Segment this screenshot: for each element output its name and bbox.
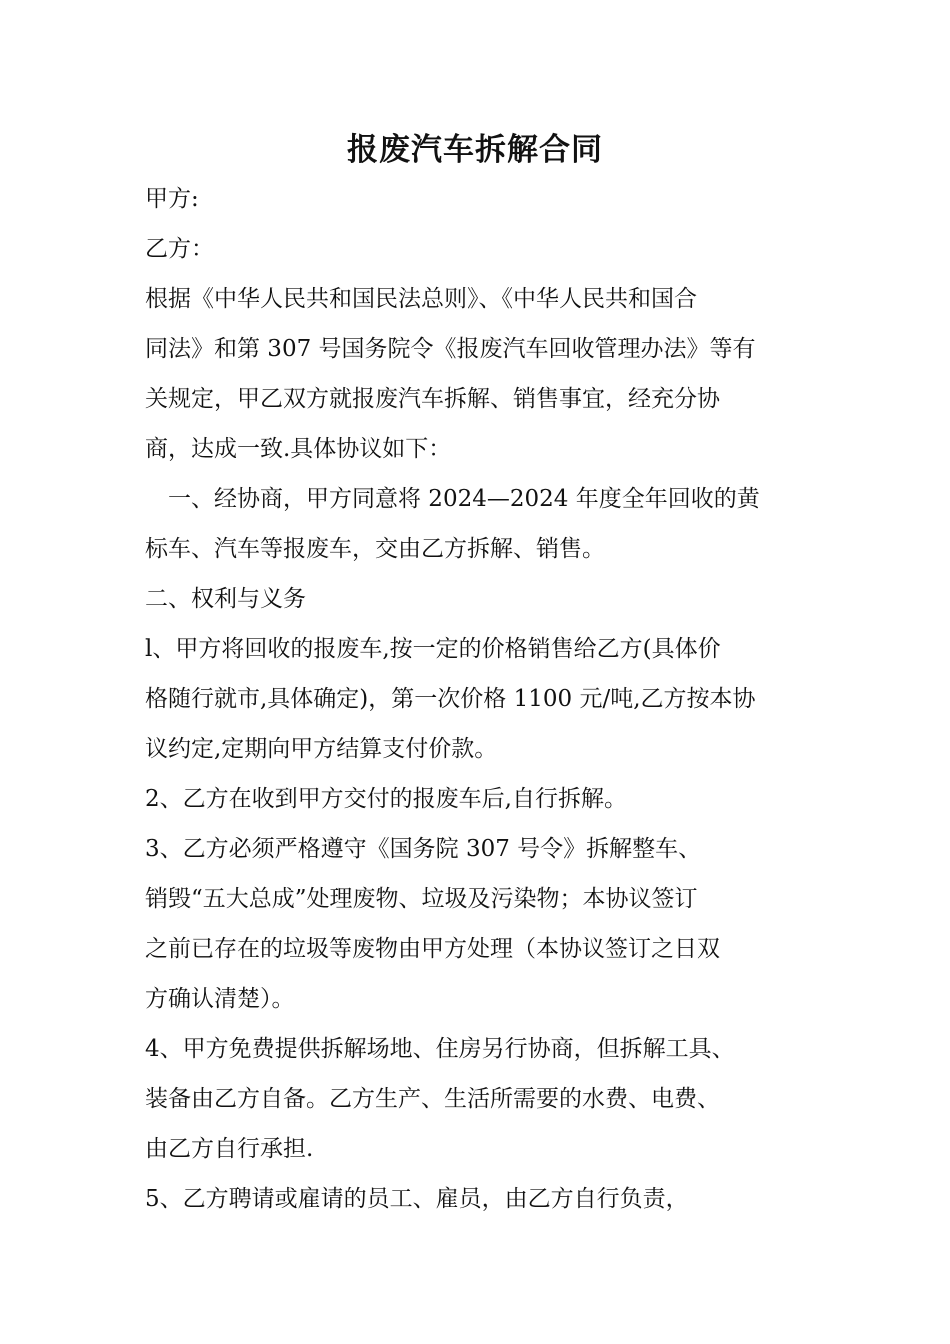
party-b-line: 乙方：: [145, 236, 214, 262]
clause-1-line-1: 一、经协商，甲方同意将 2024—2024 年度全年回收的黄: [145, 486, 760, 512]
item-3-line-2: 销毁“五大总成”处理废物、垃圾及污染物；本协议签订: [145, 886, 698, 912]
item-4-line-2: 装备由乙方自备。乙方生产、生活所需要的水费、电费、: [145, 1086, 720, 1112]
item-5-line-1: 5、乙方聘请或雇请的员工、雇员，由乙方自行负责，: [145, 1186, 689, 1212]
item-1-line-2: 格随行就市,具体确定)，第一次价格 1100 元/吨,乙方按本协: [145, 686, 756, 712]
preamble-line-4: 商，达成一致.具体协议如下：: [145, 436, 452, 462]
clause-1-line-2: 标车、汽车等报废车，交由乙方拆解、销售。: [145, 536, 605, 562]
item-3-line-4: 方确认清楚）。: [145, 986, 295, 1012]
preamble-line-2: 同法》和第 307 号国务院令《报废汽车回收管理办法》等有: [145, 336, 756, 362]
item-3-line-1: 3、乙方必须严格遵守《国务院 307 号令》拆解整车、: [145, 836, 702, 862]
item-1-line-1: l、甲方将回收的报废车,按一定的价格销售给乙方(具体价: [145, 636, 721, 662]
party-a-line: 甲方:: [145, 186, 199, 212]
item-1-line-3: 议约定,定期向甲方结算支付价款。: [145, 736, 498, 762]
item-4-line-1: 4、甲方免费提供拆解场地、住房另行协商，但拆解工具、: [145, 1036, 735, 1062]
preamble-line-1: 根据《中华人民共和国民法总则》、《中华人民共和国合: [145, 286, 697, 312]
preamble-line-3: 关规定，甲乙双方就报废汽车拆解、销售事宜，经充分协: [145, 386, 720, 412]
item-3-line-3: 之前已存在的垃圾等废物由甲方处理（本协议签订之日双: [145, 936, 720, 962]
document-title: 报废汽车拆解合同: [347, 132, 603, 168]
section-2-heading: 二、权利与义务: [145, 586, 306, 612]
item-2-line-1: 2、乙方在收到甲方交付的报废车后,自行拆解。: [145, 786, 627, 812]
item-4-line-3: 由乙方自行承担.: [145, 1136, 314, 1162]
